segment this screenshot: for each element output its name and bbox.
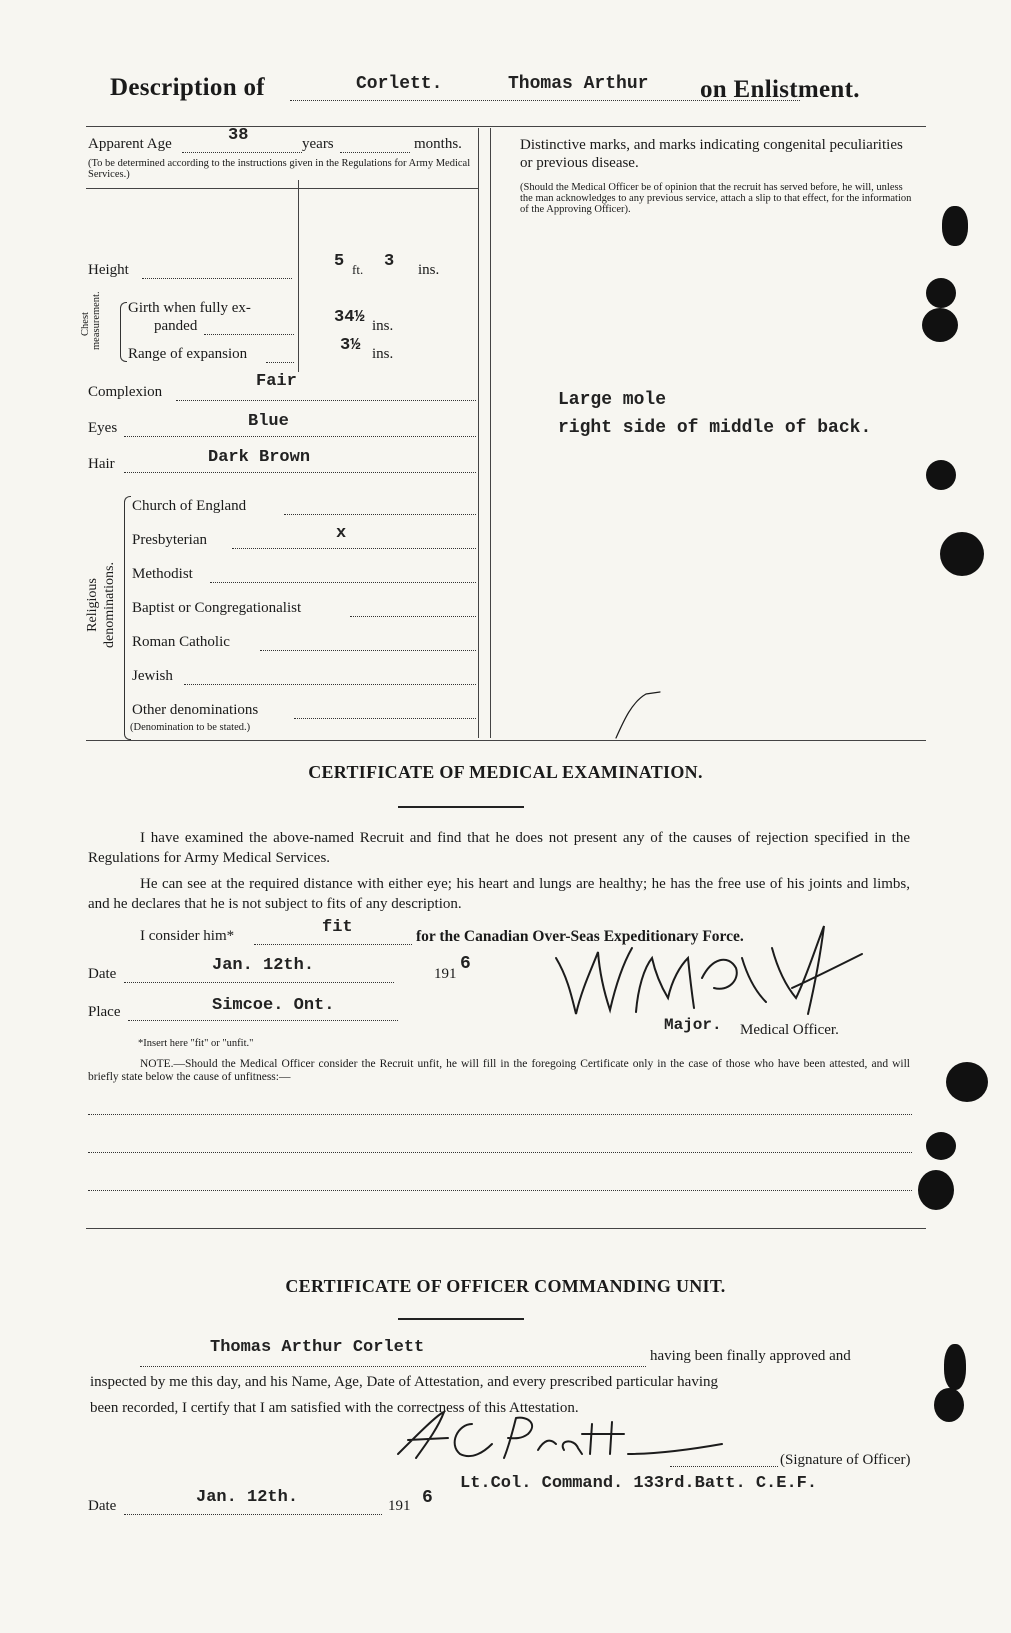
religion-side-label-text: Religious denominations. — [85, 562, 117, 648]
medical-year-prefix: 191 — [434, 966, 457, 982]
range-label: Range of expansion — [128, 346, 248, 362]
commanding-date-value: Jan. 12th. — [196, 1488, 299, 1507]
religion-brace — [124, 496, 131, 740]
medical-rank: Major. — [664, 1016, 722, 1034]
physical-value-divider — [298, 180, 299, 372]
signature-line — [670, 1466, 778, 1467]
religion-jewish: Jewish — [132, 668, 173, 684]
commanding-name-line — [140, 1366, 646, 1367]
punch-hole — [926, 278, 956, 308]
document-header — [110, 72, 890, 108]
form-top-border — [86, 126, 926, 127]
height-label: Height — [88, 262, 129, 278]
age-row-border — [86, 188, 478, 189]
commanding-year-prefix: 191 — [388, 1498, 411, 1514]
hair-label: Hair — [88, 456, 115, 472]
girth-ins-label: ins. — [372, 318, 394, 334]
chest-label: Chest measurement. — [80, 291, 102, 350]
eyes-value: Blue — [248, 412, 289, 431]
height-ins-value: 3 — [384, 252, 395, 271]
commanding-line-1: having been finally approved and — [650, 1348, 851, 1364]
eyes-line — [124, 436, 476, 437]
unfitness-line — [88, 1190, 912, 1191]
religion-other: Other denominations — [132, 702, 259, 718]
range-ins-label: ins. — [372, 346, 394, 362]
signature-of-officer-label: (Signature of Officer) — [780, 1452, 911, 1468]
header-given-names: Thomas Arthur — [508, 74, 649, 94]
consider-label: I consider him* — [140, 928, 235, 944]
punch-hole — [942, 206, 968, 246]
ins-label: ins. — [418, 262, 440, 278]
religion-line — [284, 514, 476, 515]
pen-stroke — [610, 680, 670, 740]
commanding-name: Thomas Arthur Corlett — [210, 1338, 425, 1357]
punch-hole — [934, 1388, 964, 1422]
section-divider — [86, 1228, 926, 1229]
medical-officer-label: Medical Officer. — [740, 1022, 839, 1038]
commanding-date-label: Date — [88, 1498, 117, 1514]
complexion-value: Fair — [256, 372, 297, 391]
months-label: months. — [414, 136, 462, 152]
medical-date-value: Jan. 12th. — [212, 956, 315, 975]
years-label: years — [302, 136, 334, 152]
apparent-age-label: Apparent Age — [88, 136, 172, 152]
religion-methodist: Methodist — [132, 566, 193, 582]
place-line — [128, 1020, 398, 1021]
commanding-rank: Lt.Col. Command. 133rd.Batt. C.E.F. — [460, 1474, 818, 1493]
age-note: (To be determined according to the instructions given in the Regulations for Army Medical Services.) — [88, 158, 471, 180]
medical-officer-signature — [552, 918, 872, 1028]
commanding-year-digit: 6 — [422, 1488, 433, 1508]
punch-hole — [926, 460, 956, 490]
form-bottom-border — [86, 740, 926, 741]
girth-label-1: Girth when fully ex- — [128, 300, 251, 316]
form-column-divider — [490, 128, 491, 738]
fit-value: fit — [322, 918, 353, 937]
hair-line — [124, 472, 476, 473]
header-suffix: on Enlistment. — [700, 76, 860, 103]
commanding-title: CERTIFICATE OF OFFICER COMMANDING UNIT. — [285, 1276, 726, 1296]
header-surname: Corlett. — [356, 74, 443, 94]
commanding-line-2: inspected by me this day, and his Name, Age, Date of Attestation, and every prescribed particular having — [90, 1374, 719, 1390]
age-value: 38 — [228, 126, 249, 145]
girth-value: 34½ — [334, 308, 365, 327]
religion-line — [210, 582, 476, 583]
range-line — [266, 362, 294, 363]
punch-hole — [918, 1170, 954, 1210]
commanding-date-line — [124, 1514, 382, 1515]
religion-line — [294, 718, 476, 719]
marks-line-2: right side of middle of back. — [558, 418, 872, 438]
unfitness-line — [88, 1114, 912, 1115]
religion-line — [260, 650, 476, 651]
religion-roman-catholic: Roman Catholic — [132, 634, 230, 650]
hair-value: Dark Brown — [208, 448, 311, 467]
chest-brace — [120, 302, 127, 362]
punch-hole — [922, 308, 958, 342]
religion-presbyterian: Presbyterian — [132, 532, 207, 548]
religion-line — [232, 548, 476, 549]
header-prefix: Description of — [110, 74, 265, 101]
unfitness-line — [88, 1152, 912, 1153]
height-line — [142, 278, 292, 279]
commanding-line-3: been recorded, I certify that I am satisfied with the correctness of this Attestation. — [90, 1400, 579, 1416]
girth-line — [204, 334, 294, 335]
medical-year-digit: 6 — [460, 954, 471, 974]
medical-title: CERTIFICATE OF MEDICAL EXAMINATION. — [308, 762, 703, 782]
medical-note: NOTE.—Should the Medical Officer consider the Recruit unfit, he will fill in the foregoing Certificate only in the case of those who have been attested, and will briefly state below the cause of unfitness:— — [88, 1058, 910, 1083]
eyes-label: Eyes — [88, 420, 118, 436]
medical-paragraph-2: He can see at the required distance with either eye; his heart and lungs are healthy; he has the free use of his joints and limbs, and he declares that he is not subject to fits of any description. — [88, 876, 910, 912]
ft-label: ft. — [352, 262, 364, 277]
commanding-title-rule — [398, 1318, 524, 1320]
punch-hole — [940, 532, 984, 576]
insert-note: *Insert here "fit" or "unfit." — [138, 1038, 254, 1049]
medical-paragraph-1: I have examined the above-named Recruit and find that he does not present any of the causes of rejection specified in the Regulations for Army Medical Services. — [88, 830, 910, 866]
complexion-line — [176, 400, 476, 401]
girth-label-2: panded — [154, 318, 198, 334]
marks-heading: Distinctive marks, and marks indicating congenital peculiarities or previous disease. — [520, 137, 903, 171]
religion-baptist: Baptist or Congregationalist — [132, 600, 302, 616]
range-value: 3½ — [340, 336, 361, 355]
place-value: Simcoe. Ont. — [212, 996, 335, 1015]
punch-hole — [926, 1132, 956, 1160]
complexion-label: Complexion — [88, 384, 163, 400]
height-ft-value: 5 — [334, 252, 345, 271]
religion-line — [350, 616, 476, 617]
marks-note: (Should the Medical Officer be of opinion that the recruit has served before, he will, unless the man acknowledges to any previous service, attach a slip to that effect, for the information of the Approving Officer). — [520, 182, 912, 215]
medical-date-label: Date — [88, 966, 117, 982]
presbyterian-mark: x — [336, 524, 347, 543]
punch-hole — [944, 1344, 966, 1390]
religion-other-note: (Denomination to be stated.) — [130, 722, 251, 733]
fit-line — [254, 944, 412, 945]
form-column-divider — [478, 128, 479, 738]
marks-line-1: Large mole — [558, 390, 667, 410]
place-label: Place — [88, 1004, 121, 1020]
medical-date-line — [124, 982, 394, 983]
months-line — [340, 152, 410, 153]
religion-church-of-england: Church of England — [132, 498, 247, 514]
age-line — [182, 152, 302, 153]
force-label: for the Canadian Over-Seas Expeditionary Force. — [416, 928, 744, 945]
religion-side-label — [84, 550, 118, 660]
medical-title-rule — [398, 806, 524, 808]
religion-line — [184, 684, 476, 685]
commanding-officer-signature — [388, 1404, 728, 1464]
punch-hole — [946, 1062, 988, 1102]
